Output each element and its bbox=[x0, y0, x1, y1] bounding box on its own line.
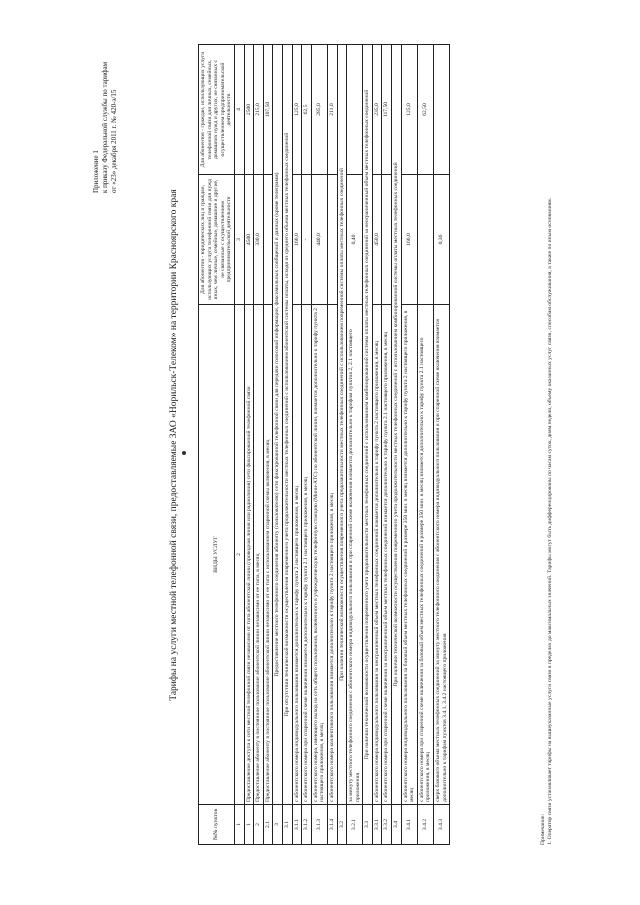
row-number: 3.3.1 bbox=[372, 805, 382, 845]
row-tariff-citizens: 235,0 bbox=[372, 45, 382, 175]
table-row bbox=[372, 45, 382, 845]
table-row bbox=[254, 45, 264, 845]
row-number: 3.2 bbox=[337, 805, 347, 845]
row-number: 3 bbox=[273, 805, 283, 845]
row-tariff-legal: 0,36 bbox=[434, 175, 450, 305]
row-number: 3.4.2 bbox=[417, 805, 433, 845]
table-row bbox=[401, 45, 417, 845]
header-colnum-1: 1 bbox=[234, 805, 244, 845]
row-tariff-legal bbox=[417, 175, 433, 305]
row-number: 3.3 bbox=[363, 805, 373, 845]
document-title bbox=[168, 45, 180, 845]
row-tariff-legal: 166,0 bbox=[401, 175, 417, 305]
row-number: 3.3.2 bbox=[382, 805, 392, 845]
row-number: 3.1.4 bbox=[327, 805, 337, 845]
header-legal-entities: Для абонентов - юридических лиц и граждан, использующих услуги телефонной связи для нужд иных, чем личные, семейные, домашние и другие, не связанные с осуществлением предпринимательской деятельности bbox=[199, 175, 235, 305]
row-service-name: с абонентского номера индивидуального пользования за базовый объем местных телефонных соединений в размере 350 мин. в месяц взимается дополнительно к тарифу пункта 2 настоящего приложения, в месяц bbox=[401, 305, 417, 805]
row-service-name: Предоставление абоненту в постоянное пользование абонентской линии независимо от ее типа, в месяц bbox=[254, 305, 264, 805]
row-number: 2.1 bbox=[263, 805, 273, 845]
row-service-name: с абонентского номера индивидуального пользования за неограниченный объем местных телефонных соединений взимается дополнительно к тарифу пункта 2 настоящего приложения, в месяц bbox=[372, 305, 382, 805]
row-tariff-citizens: 2500 bbox=[244, 45, 254, 175]
header-number-row bbox=[234, 45, 244, 845]
table-row bbox=[337, 45, 347, 845]
table-row bbox=[273, 45, 283, 845]
row-number: 3.2.1 bbox=[347, 805, 363, 845]
row-service-name: с абонентского номера при спаренной схеме включения за неограниченный объем местных телефонных соединений взимается дополнительно к тарифу пункта 2.1 настоящего приложения, в месяц bbox=[382, 305, 392, 805]
table-row bbox=[382, 45, 392, 845]
row-tariff-legal: 166,0 bbox=[292, 175, 302, 305]
row-tariff-citizens: 211,0 bbox=[327, 45, 337, 175]
row-tariff-legal: - bbox=[302, 175, 312, 305]
row-tariff-citizens bbox=[347, 45, 363, 175]
table-row bbox=[292, 45, 302, 845]
table-row bbox=[417, 45, 433, 845]
row-service-name: сверх базового объема местных телефонных соединений за минуту местного телефонного соединения с абонентского номера индивидуального пользования и при спаренной схеме включения взимается дополнительно к тарифам пунктов 3.4.1, 3.4.2 настоящего приложения bbox=[434, 305, 450, 805]
header-num: №№ пунктов bbox=[199, 805, 235, 845]
row-number: 3.1.3 bbox=[311, 805, 327, 845]
row-service-name: При отсутствии технической возможности осуществления повременного учета продолжительности местных телефонных соединений с использованием абонентской системы оплаты, исходя из среднего объема местных телефонных соединений bbox=[282, 45, 292, 805]
row-tariff-legal: 440,0 bbox=[311, 175, 327, 305]
row-tariff-legal: 0,40 bbox=[347, 175, 363, 305]
row-number: 2 bbox=[254, 805, 264, 845]
row-tariff-citizens: 107,50 bbox=[263, 45, 273, 175]
appendix-order-ref: к приказу Федеральной службы по тарифам bbox=[101, 61, 109, 193]
row-number: 3.1.2 bbox=[302, 805, 312, 845]
row-number: 3.1 bbox=[282, 805, 292, 845]
row-service-name: Предоставление абоненту в постоянное пользование абонентской линии независимо от ее типа с использованием спаренной схемы включения, в месяц bbox=[263, 305, 273, 805]
row-tariff-legal bbox=[327, 175, 337, 305]
notes-block bbox=[540, 45, 554, 845]
row-number: 3.4.3 bbox=[434, 805, 450, 845]
table-row bbox=[263, 45, 273, 845]
appendix-order-date: от «23» декабря 2011 г. № 420-э/15 bbox=[110, 89, 118, 193]
row-number: 3.1.1 bbox=[292, 805, 302, 845]
row-tariff-legal bbox=[263, 175, 273, 305]
header-citizens: Для абонентов - граждан, использующих услуги телефонной связи для личных, семейных, домашних нужд и других, не связанных с осуществлением предпринимательской деятельности bbox=[199, 45, 235, 175]
table-row bbox=[327, 45, 337, 845]
row-tariff-citizens: 117,50 bbox=[382, 45, 392, 175]
row-tariff-legal: 450,0 bbox=[372, 175, 382, 305]
row-tariff-legal: 330,0 bbox=[254, 175, 264, 305]
appendix-header bbox=[92, 33, 119, 193]
tariff-table bbox=[198, 44, 450, 845]
row-tariff-citizens: 125,0 bbox=[292, 45, 302, 175]
row-service-name: с абонентского номера при спаренной схеме включения за базовый объем местных телефонных соединений в размере 350 мин. в месяц взимается дополнительно к тарифу пункта 2.1 настоящего приложения, в месяц bbox=[417, 305, 433, 805]
row-service-name: Предоставление доступа к сети местной телефонной связи независимо от типа абонентской линии (проводная линия или радиолиния) сети фиксированной телефонной связи bbox=[244, 305, 254, 805]
row-tariff-citizens: 215,0 bbox=[254, 45, 264, 175]
table-row bbox=[363, 45, 373, 845]
row-service-name: При наличии технической возможности осуществления повременного учета продолжительности местных телефонных соединений с использованием повременной системы оплаты местных телефонных соединений bbox=[337, 45, 347, 805]
row-service-name: за минуту местного телефонного соединения с абонентского номера индивидуального пользования и при спаренной схеме включения взимается дополнительно к тарифам пунктов 2, 2.1 настоящего приложения bbox=[347, 305, 363, 805]
tariff-table-head bbox=[199, 45, 245, 845]
row-tariff-citizens: 62,50 bbox=[417, 45, 433, 175]
table-row bbox=[302, 45, 312, 845]
row-service-name: с абонентского номера при спаренной схеме включения взимается дополнительно к тарифу пункта 2.1 настоящего приложения, в месяц bbox=[302, 305, 312, 805]
row-tariff-citizens: 125,0 bbox=[401, 45, 417, 175]
row-tariff-citizens: 62,5 bbox=[302, 45, 312, 175]
page-mark bbox=[182, 451, 186, 455]
row-number: 3.4.1 bbox=[401, 805, 417, 845]
row-tariff-citizens: 285,0 bbox=[311, 45, 327, 175]
row-tariff-legal bbox=[382, 175, 392, 305]
notes-label: Примечание: bbox=[540, 813, 546, 845]
table-row bbox=[244, 45, 254, 845]
header-colnum-4: 4 bbox=[234, 45, 244, 175]
header-row bbox=[199, 45, 235, 845]
table-row bbox=[347, 45, 363, 845]
header-colnum-3: 3 bbox=[234, 175, 244, 305]
appendix-label: Приложение 1 bbox=[92, 150, 100, 193]
notes-text: 1. Оператор связи устанавливает тарифы на вышеуказанные услуги связи в пределах до максимальных значений. Тарифы могут быть дифференцированы по часам суток, дням недели, объему оказанных услуг связи, способам обслуживания, а также по иным основаниям. bbox=[547, 197, 553, 845]
row-number: 1 bbox=[244, 805, 254, 845]
table-row bbox=[311, 45, 327, 845]
row-service-name: с абонентского номера коллективного пользования взимается дополнительно к тарифу пункта 2 настоящего приложения, в месяц bbox=[327, 305, 337, 805]
row-number: 3.4 bbox=[392, 805, 402, 845]
row-tariff-citizens bbox=[434, 45, 450, 175]
table-row bbox=[434, 45, 450, 845]
row-service-name: Предоставление местного телефонного соединения абоненту (пользователю) сети фиксированной телефонной связи для передачи голосовой информации, факсимильных сообщений и данных (кроме телеграмм) bbox=[273, 45, 283, 805]
document-title-line: Тарифы на услуги местной телефонной связи, предоставляемые ЗАО «Норильск-Телеком» на территории Красноярского края bbox=[169, 189, 179, 701]
row-service-name: При наличии технической возможности осуществления повременного учета продолжительности местных телефонных соединений с использованием комбинированной системы оплаты местных телефонных соединений bbox=[392, 45, 402, 805]
header-services: ВИДЫ УСЛУГ bbox=[199, 305, 235, 805]
table-row bbox=[392, 45, 402, 845]
header-colnum-2: 2 bbox=[234, 305, 244, 805]
row-service-name: При наличии технической возможности осуществления повременного учета продолжительности местных телефонных соединений с использованием комбинированной системы оплаты местных телефонных соединений за неограниченный объем местных телефонных соединений bbox=[363, 45, 373, 805]
row-service-name: с абонентского номера, имеющего выход на сеть общего пользования, включенного в учрежденческую телефонную станцию (Мини-АТС) по абонентской линии, взимается дополнительно к тарифу пункта 2 настоящего приложения, в месяц bbox=[311, 305, 327, 805]
table-row bbox=[282, 45, 292, 845]
row-tariff-legal: 4500 bbox=[244, 175, 254, 305]
tariff-table-body bbox=[244, 45, 450, 845]
row-service-name: с абонентского номера индивидуального пользования взимается дополнительно к тарифу пункта 2 настоящего приложения, в месяц bbox=[292, 305, 302, 805]
